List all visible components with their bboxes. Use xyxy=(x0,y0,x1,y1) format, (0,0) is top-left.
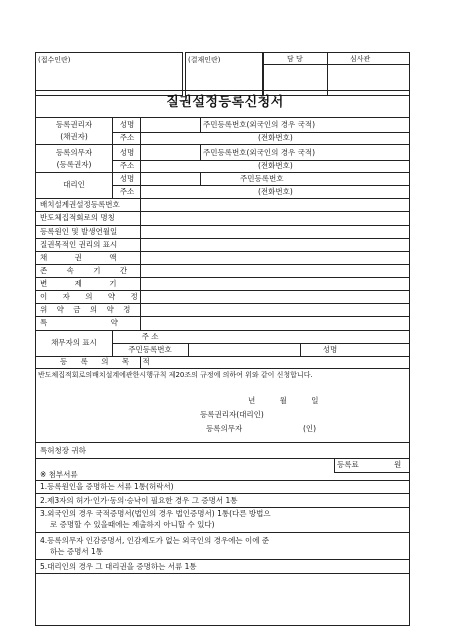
row-label-interest: 이 자 의 약 정 xyxy=(40,292,139,301)
page-title: 질권설정등록신청서 xyxy=(166,95,284,110)
grid-line xyxy=(35,493,410,494)
row-label-circuit-name: 반도체집적회로의 명칭 xyxy=(40,213,115,222)
row-label-duration: 존 속 기 간 xyxy=(40,266,128,275)
row-label-due-date: 변 제 기 xyxy=(40,279,118,288)
seal-mark: (인) xyxy=(303,424,317,433)
addressee: 특허청장 귀하 xyxy=(40,446,86,455)
right-holder-id-label: 주민등록번호(외국인의 경우 국적) xyxy=(203,120,316,129)
row-label-registration-number: 배치설계권설정등록번호 xyxy=(40,200,120,209)
grid-line xyxy=(35,277,410,278)
agent-phone-label: (전화번호) xyxy=(258,187,293,196)
obligor-phone-label: (전화번호) xyxy=(258,161,293,170)
grid-line xyxy=(35,316,410,317)
grid-line xyxy=(35,198,410,199)
grid-line xyxy=(35,172,410,173)
grid-line xyxy=(35,458,410,459)
right-holder-label: 등록권리자 xyxy=(55,120,93,129)
fee-label: 등록료 xyxy=(337,460,359,469)
grid-line xyxy=(200,117,201,132)
right-holder-phone-label: (전화번호) xyxy=(258,133,293,142)
approval-stamp-label: (결재인란) xyxy=(188,56,221,64)
grid-line xyxy=(334,472,410,473)
obligor-sublabel: (등록권자) xyxy=(56,160,92,169)
debtor-address-label: 주 소 xyxy=(141,332,159,341)
grid-line xyxy=(334,458,335,472)
examiner-label: 심사관 xyxy=(350,55,371,63)
grid-line xyxy=(200,144,201,160)
attachment-item: 2.제3자의 허가·인가·동의·승낙이 필요한 경우 그 증명서 1통 xyxy=(40,496,238,505)
right-holder-name-label: 성명 xyxy=(119,120,135,129)
statement-text: 반도체집적회로의배치설계에관한시행규칙 제20조의 규정에 의하여 위와 같이 신청합니다. xyxy=(38,371,313,379)
right-holder-sublabel: (채권자) xyxy=(60,132,88,141)
grid-line xyxy=(35,532,410,533)
agent-id-label: 주민등록번호 xyxy=(240,174,284,183)
agent-address-label: 주소 xyxy=(119,187,135,196)
obligor-label: 등록의무자 xyxy=(55,148,93,157)
attachment-item: 하는 증명서 1통 xyxy=(50,547,104,556)
agent-name-label: 성명 xyxy=(119,174,135,183)
debtor-name-label: 성명 xyxy=(322,345,338,354)
attachment-item: 4.등록의무자 인감증명서, 인감제도가 없는 외국인의 경우에는 이에 준 xyxy=(40,536,270,545)
debtor-id-label: 주민등록번호 xyxy=(128,345,172,354)
grid-line xyxy=(35,442,410,443)
grid-line xyxy=(35,264,410,265)
grid-line xyxy=(35,330,410,331)
attachment-item: 로 증명할 수 있을때에는 제출하지 아니할 수 있다) xyxy=(50,520,215,529)
grid-line xyxy=(200,172,201,185)
attachment-item: 5.대리인의 경우 그 대리권을 증명하는 서류 1통 xyxy=(40,562,197,571)
grid-line xyxy=(188,343,189,356)
row-label-pledged-right: 질권목적인 권리의 표시 xyxy=(40,240,118,249)
attachments-title: ※ 첨부서류 xyxy=(40,470,78,479)
row-label-special-terms: 특 약 xyxy=(40,318,119,327)
row-label-cause-date: 등록원인 및 발생연월일 xyxy=(40,227,118,236)
obligor-line: 등록의무자 xyxy=(206,424,243,433)
grid-line xyxy=(35,303,410,304)
date-line: 년 월 일 xyxy=(248,396,319,405)
grid-line xyxy=(35,225,410,226)
grid-line xyxy=(35,480,410,481)
agent-label: 대리인 xyxy=(63,180,85,189)
applicant-line: 등록권리자(대리인) xyxy=(200,410,264,419)
obligor-address-label: 주소 xyxy=(119,161,135,170)
grid-line xyxy=(35,368,410,369)
grid-line xyxy=(35,251,410,252)
grid-line xyxy=(35,573,410,574)
grid-line xyxy=(35,211,410,212)
fee-unit: 원 xyxy=(394,460,402,469)
grid-line xyxy=(140,117,141,198)
attachment-item: 1.등록원인을 증명하는 서류 1통(허락서) xyxy=(40,482,174,491)
officer-label: 담 당 xyxy=(287,55,303,63)
row-label-claim-amount: 채 권 액 xyxy=(40,253,118,262)
grid-line xyxy=(112,343,410,344)
grid-line xyxy=(35,507,410,508)
row-label-penalty: 위 약 금 의 약 정 xyxy=(40,305,131,314)
grid-line xyxy=(112,185,410,186)
debtor-label: 채무자의 표시 xyxy=(51,338,97,347)
grid-line xyxy=(35,238,410,239)
grid-line xyxy=(35,290,410,291)
grid-line xyxy=(35,144,410,145)
attachment-item: 3.외국인의 경우 국적증명서(법인의 경우 법인증명서) 1통(다른 방법으 xyxy=(40,509,271,518)
obligor-id-label: 주민등록번호(외국인의 경우 국적) xyxy=(203,148,316,157)
purpose-label: 등 록 의 목 적 xyxy=(60,357,151,366)
right-holder-address-label: 주소 xyxy=(119,133,135,142)
receipt-stamp-label: (접수인란) xyxy=(38,56,71,64)
grid-line xyxy=(112,117,113,198)
obligor-name-label: 성명 xyxy=(119,148,135,157)
grid-line xyxy=(35,117,410,118)
grid-line xyxy=(35,559,410,560)
